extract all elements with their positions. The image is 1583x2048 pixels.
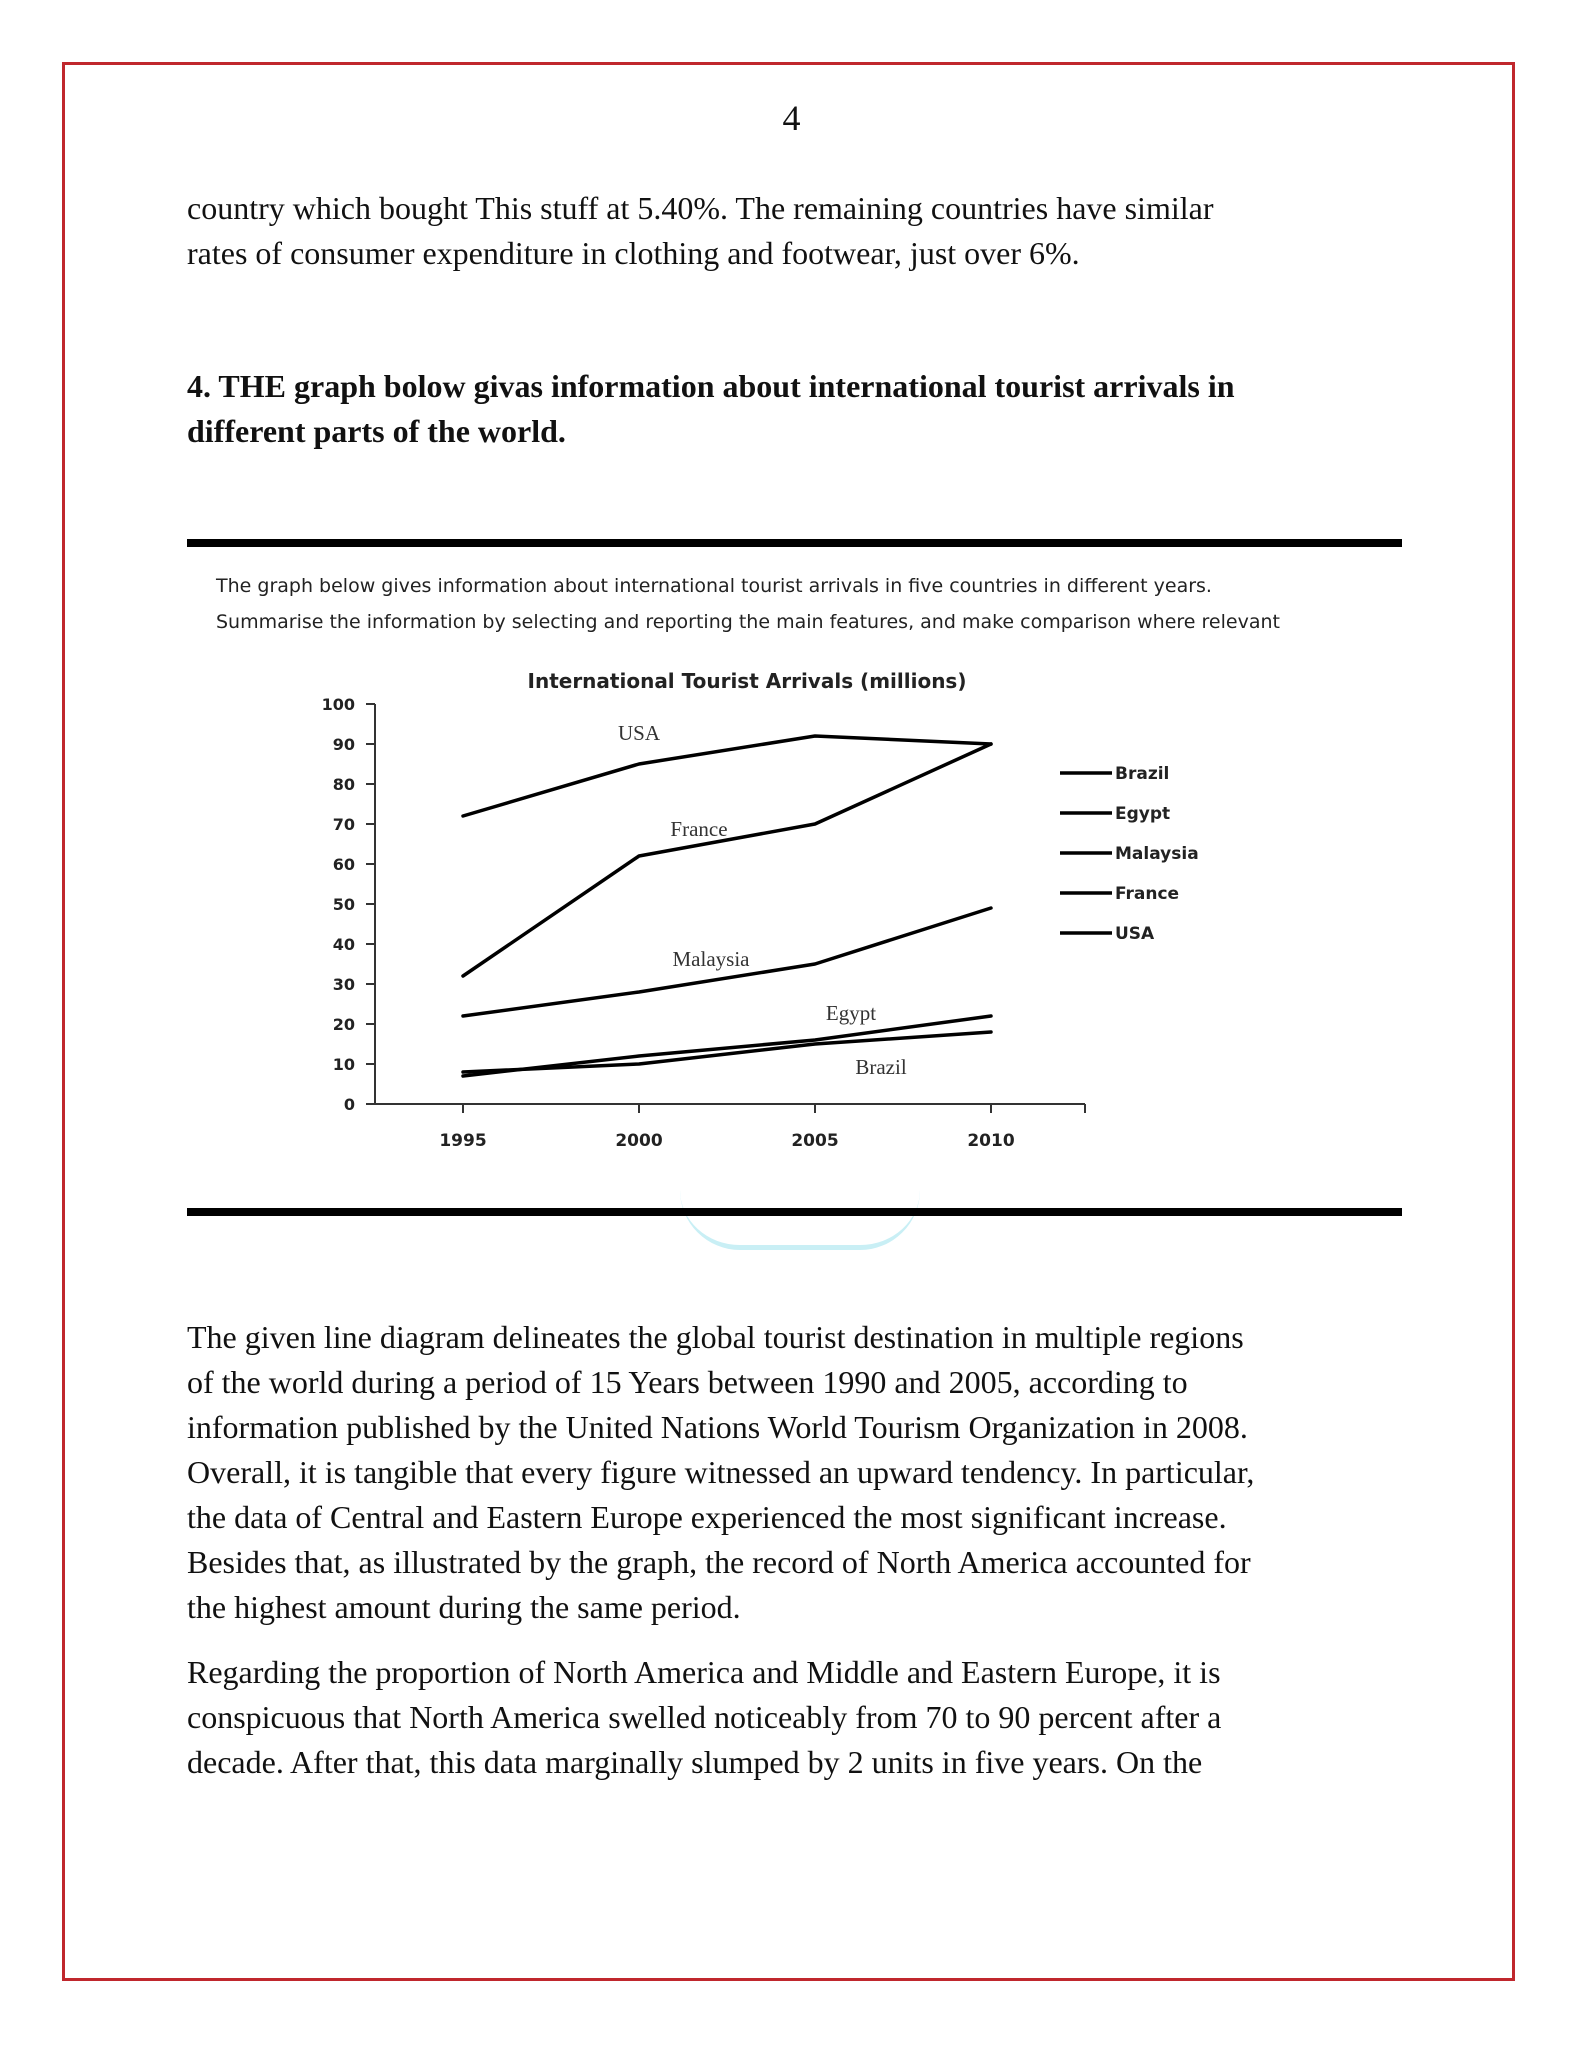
legend-label-egypt: Egypt [1115,804,1171,824]
paragraph-line: Overall, it is tangible that every figure witnessed an upward tendency. In particular, [187,1454,1255,1490]
x-tick-label: 2005 [791,1131,839,1151]
watermark-arc [680,1190,920,1250]
line-label-egypt: Egypt [825,1001,877,1025]
paragraph-line: conspicuous that North America swelled noticeably from 70 to 90 percent after a [187,1699,1222,1735]
intro-paragraph [187,186,1402,276]
chart-axes [322,695,1085,1151]
series-line-france [463,744,991,976]
chart-title: International Tourist Arrivals (millions) [527,669,967,693]
chart-bottom-rule [187,1208,1402,1216]
paragraph-line: of the world during a period of 15 Years between 1990 and 2005, according to [187,1364,1188,1400]
paragraph-line: information published by the United Nations World Tourism Organization in 2008. [187,1409,1248,1445]
chart-legend [1060,764,1199,944]
y-tick-label: 70 [332,815,355,834]
y-tick-label: 0 [343,1095,355,1114]
line-label-malaysia: Malaysia [672,947,750,971]
paragraph-line: the highest amount during the same period. [187,1589,741,1625]
paragraph-line: Regarding the proportion of North America and Middle and Eastern Europe, it is [187,1654,1221,1690]
line-label-brazil: Brazil [855,1055,907,1079]
legend-label-france: France [1115,884,1180,904]
y-tick-label: 90 [332,735,355,754]
y-tick-label: 100 [321,695,355,714]
y-tick-label: 50 [332,895,355,914]
chart-caption-line: Summarise the information by selecting and reporting the main features, and make comparison where relevant [216,611,1280,633]
legend-label-usa: USA [1115,924,1155,944]
intro-line: country which bought This stuff at 5.40%. The remaining countries have similar [187,190,1214,226]
y-tick-label: 80 [332,775,355,794]
body-paragraph-1 [187,1315,1402,1630]
y-tick-label: 30 [332,975,355,994]
y-tick-label: 20 [332,1015,355,1034]
chart-caption-line: The graph below gives information about international tourist arrivals in five countries in different years. [216,575,1212,597]
x-tick-label: 1995 [439,1131,487,1151]
paragraph-line: Besides that, as illustrated by the graph, the record of North America accounted for [187,1544,1251,1580]
x-tick-label: 2000 [615,1131,663,1151]
paragraph-line: the data of Central and Eastern Europe experienced the most significant increase. [187,1499,1227,1535]
y-tick-label: 10 [332,1055,355,1074]
chart-line-labels [618,721,907,1079]
question-heading [187,364,1402,454]
paragraph-line: The given line diagram delineates the global tourist destination in multiple regions [187,1319,1244,1355]
heading-line: 4. THE graph bolow givas information about international tourist arrivals in [187,368,1235,404]
y-tick-label: 40 [332,935,355,954]
chart-series [463,736,991,1076]
chart-top-rule [187,539,1402,547]
line-label-france: France [670,817,728,841]
heading-line: different parts of the world. [187,413,566,449]
y-tick-label: 60 [332,855,355,874]
paragraph-line: decade. After that, this data marginally slumped by 2 units in five years. On the [187,1744,1203,1780]
series-line-usa [463,736,991,816]
legend-label-brazil: Brazil [1115,764,1170,784]
legend-label-malaysia: Malaysia [1115,844,1199,864]
body-paragraph-2 [187,1650,1402,1785]
x-tick-label: 2010 [967,1131,1015,1151]
intro-line: rates of consumer expenditure in clothing and footwear, just over 6%. [187,235,1080,271]
line-label-usa: USA [617,721,661,745]
page-number: 4 [782,98,801,138]
line-chart [187,650,1402,1200]
